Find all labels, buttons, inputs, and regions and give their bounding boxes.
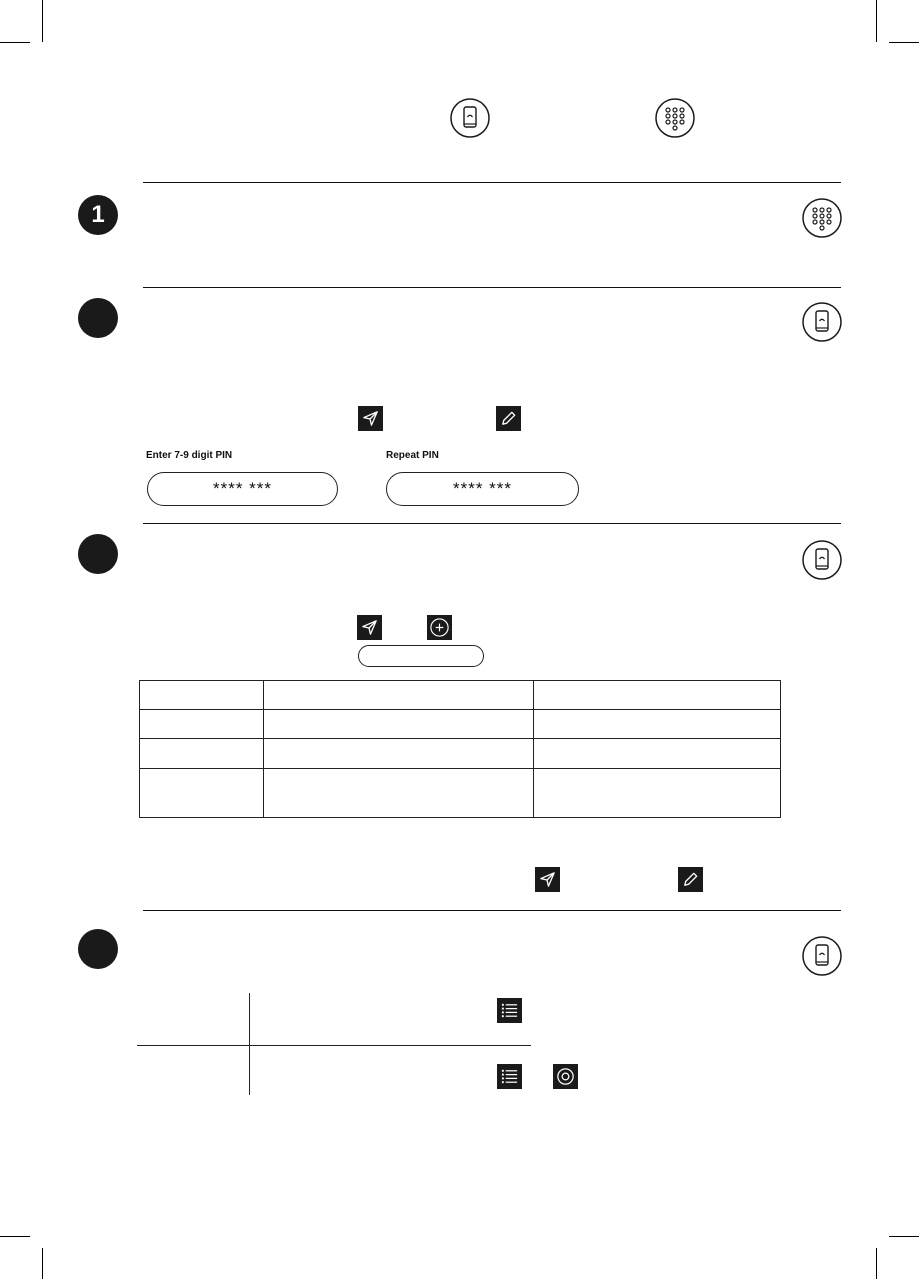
input-pill[interactable] <box>358 645 484 667</box>
phone-device-icon <box>802 540 842 580</box>
table-cell <box>264 739 534 769</box>
table-row <box>140 739 781 769</box>
repeat-pin-input[interactable]: **** *** <box>386 472 579 506</box>
edit-icon <box>496 406 521 431</box>
table-cell <box>534 681 781 710</box>
repeat-pin-label: Repeat PIN <box>386 450 439 461</box>
crop-mark <box>0 42 30 43</box>
send-icon <box>358 406 383 431</box>
crop-mark <box>0 1236 30 1237</box>
table-cell <box>140 710 264 739</box>
crop-mark <box>889 1236 919 1237</box>
table-cell <box>534 710 781 739</box>
edit-icon <box>678 867 703 892</box>
table-cell <box>534 769 781 818</box>
section-divider <box>143 523 841 524</box>
table-cell <box>534 739 781 769</box>
table-cell <box>140 681 264 710</box>
row-divider <box>137 1045 531 1046</box>
section-divider <box>143 182 841 183</box>
table-cell <box>140 739 264 769</box>
table-row <box>140 769 781 818</box>
phone-device-icon <box>802 302 842 342</box>
crop-mark <box>876 0 877 42</box>
crop-mark <box>42 1248 43 1279</box>
table-cell <box>140 769 264 818</box>
crop-mark <box>876 1248 877 1279</box>
keypad-icon <box>802 198 842 238</box>
crop-mark <box>42 0 43 42</box>
step-number-badge <box>78 298 118 338</box>
section-divider <box>143 910 841 911</box>
step-number-badge: 1 <box>78 195 118 235</box>
step-number-badge <box>78 929 118 969</box>
add-icon <box>427 615 452 640</box>
table-row <box>140 681 781 710</box>
table-row <box>140 710 781 739</box>
table-cell <box>264 769 534 818</box>
info-table <box>139 680 781 818</box>
phone-device-icon <box>802 936 842 976</box>
section-divider <box>143 287 841 288</box>
step-number-badge <box>78 534 118 574</box>
keypad-icon <box>655 98 695 138</box>
send-icon <box>357 615 382 640</box>
table-cell <box>264 710 534 739</box>
phone-device-icon <box>450 98 490 138</box>
list-icon <box>497 998 522 1023</box>
pin-input[interactable]: **** *** <box>147 472 338 506</box>
list-icon <box>497 1064 522 1089</box>
send-icon <box>535 867 560 892</box>
crop-mark <box>889 42 919 43</box>
column-divider <box>249 993 250 1095</box>
pin-label: Enter 7-9 digit PIN <box>146 450 233 461</box>
table-cell <box>264 681 534 710</box>
target-icon <box>553 1064 578 1089</box>
